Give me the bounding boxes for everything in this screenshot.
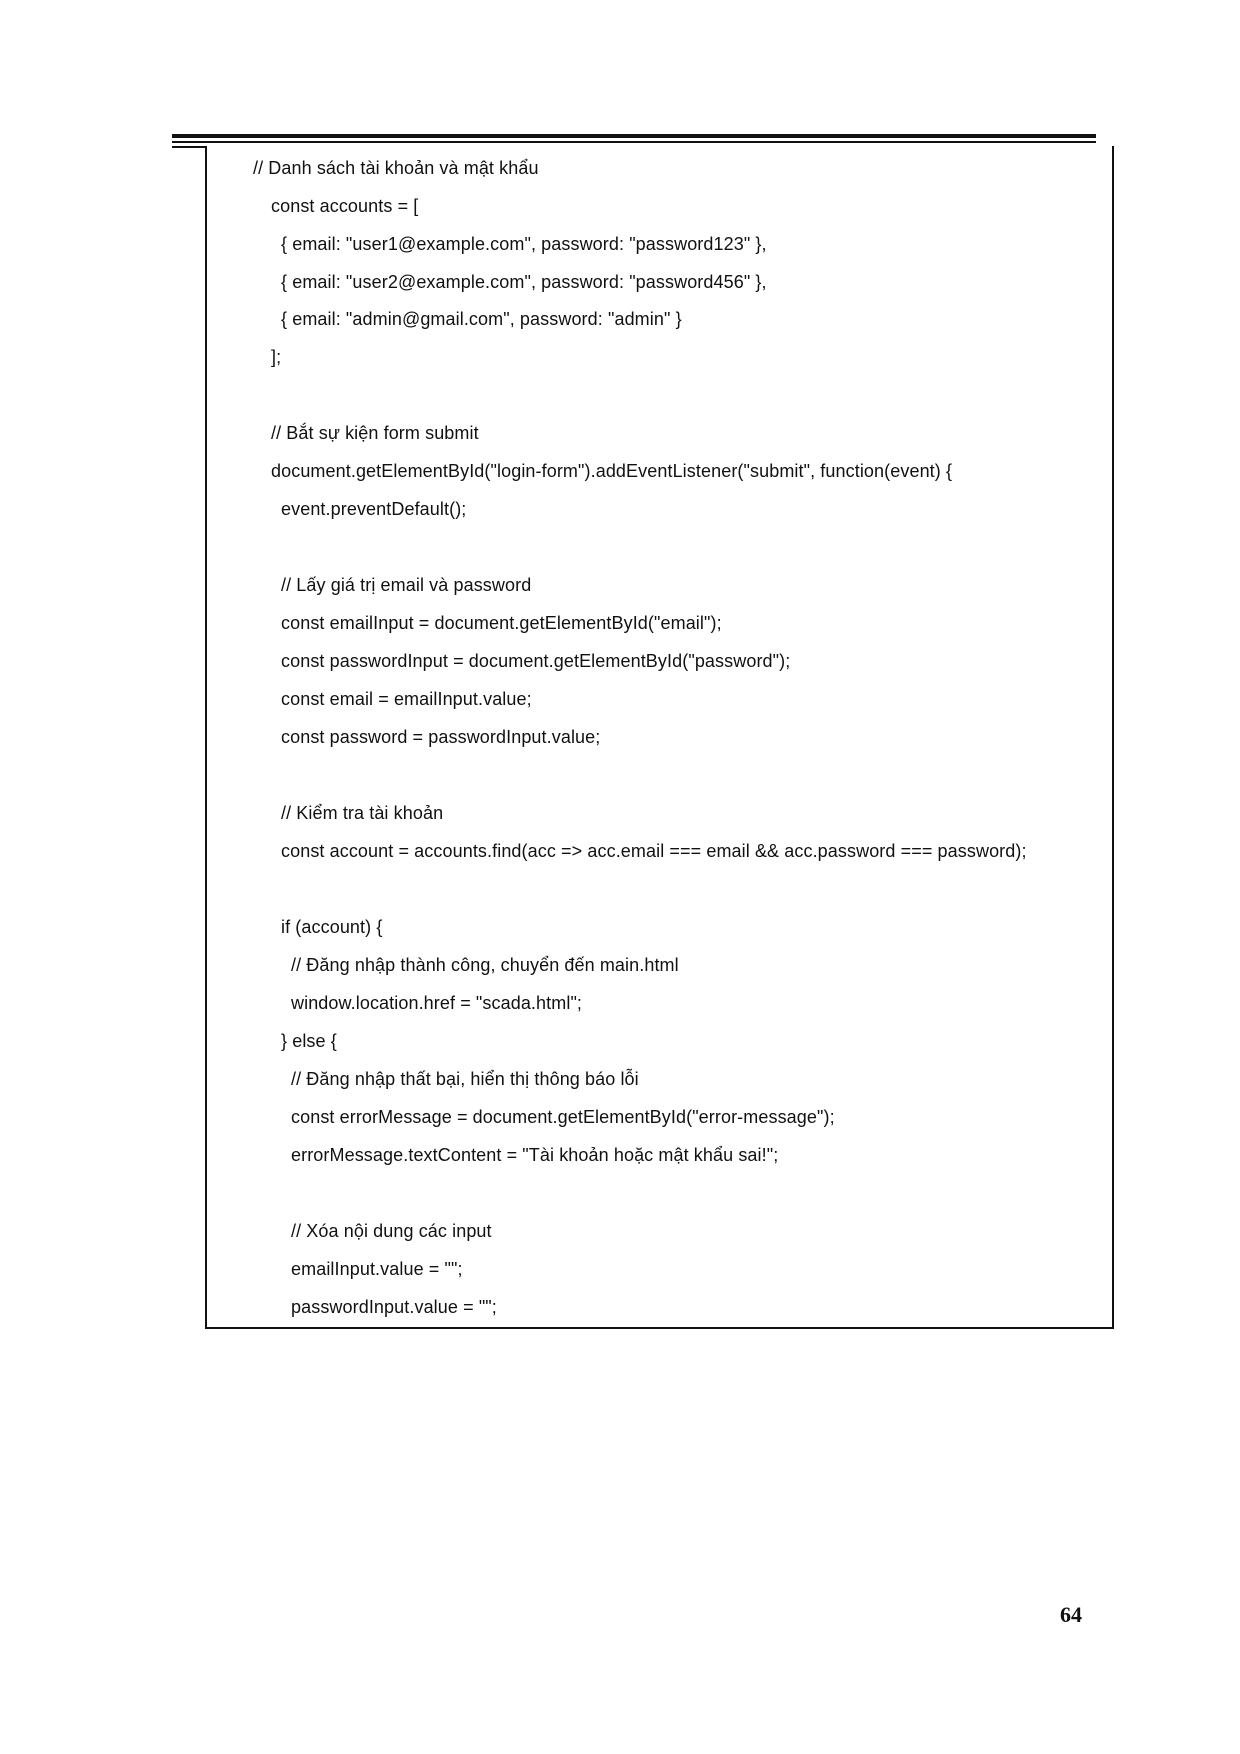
header-rule-thin bbox=[172, 141, 1096, 143]
code-line: // Đăng nhập thành công, chuyển đến main.html bbox=[291, 955, 679, 975]
code-line: errorMessage.textContent = "Tài khoản hoặc mật khẩu sai!"; bbox=[291, 1145, 779, 1165]
code-line: const accounts = [ bbox=[271, 196, 419, 216]
code-line: const passwordInput = document.getElementById("password"); bbox=[281, 651, 791, 671]
code-line: document.getElementById("login-form").addEventListener("submit", function(event) { bbox=[271, 461, 953, 481]
code-line: window.location.href = "scada.html"; bbox=[291, 993, 583, 1013]
code-line: { email: "admin@gmail.com", password: "admin" } bbox=[281, 309, 682, 329]
code-line: // Kiểm tra tài khoản bbox=[281, 803, 444, 823]
code-listing-box bbox=[205, 146, 1114, 1329]
header-rule-thick bbox=[172, 134, 1096, 138]
code-line: emailInput.value = ""; bbox=[291, 1259, 463, 1279]
code-line: const account = accounts.find(acc => acc.email === email && acc.password === password); bbox=[281, 841, 1027, 861]
page-number: 64 bbox=[1060, 1602, 1082, 1627]
code-line: const email = emailInput.value; bbox=[281, 689, 532, 709]
code-line: const errorMessage = document.getElementById("error-message"); bbox=[291, 1107, 835, 1127]
code-line: if (account) { bbox=[281, 917, 383, 937]
code-line: // Xóa nội dung các input bbox=[291, 1221, 492, 1241]
code-line: { email: "user2@example.com", password: "password456" }, bbox=[281, 272, 767, 292]
code-line: // Đăng nhập thất bại, hiển thị thông báo lỗi bbox=[291, 1069, 639, 1089]
code-line: const password = passwordInput.value; bbox=[281, 727, 601, 747]
code-line: // Lấy giá trị email và password bbox=[281, 575, 532, 595]
code-line: // Bắt sự kiện form submit bbox=[271, 423, 479, 443]
code-line: // Danh sách tài khoản và mật khẩu bbox=[253, 158, 539, 178]
code-line: ]; bbox=[271, 347, 282, 367]
code-line: event.preventDefault(); bbox=[281, 499, 467, 519]
code-line: passwordInput.value = ""; bbox=[291, 1297, 497, 1317]
code-line: { email: "user1@example.com", password: "password123" }, bbox=[281, 234, 767, 254]
code-line: const emailInput = document.getElementById("email"); bbox=[281, 613, 722, 633]
code-line: } else { bbox=[281, 1031, 337, 1051]
